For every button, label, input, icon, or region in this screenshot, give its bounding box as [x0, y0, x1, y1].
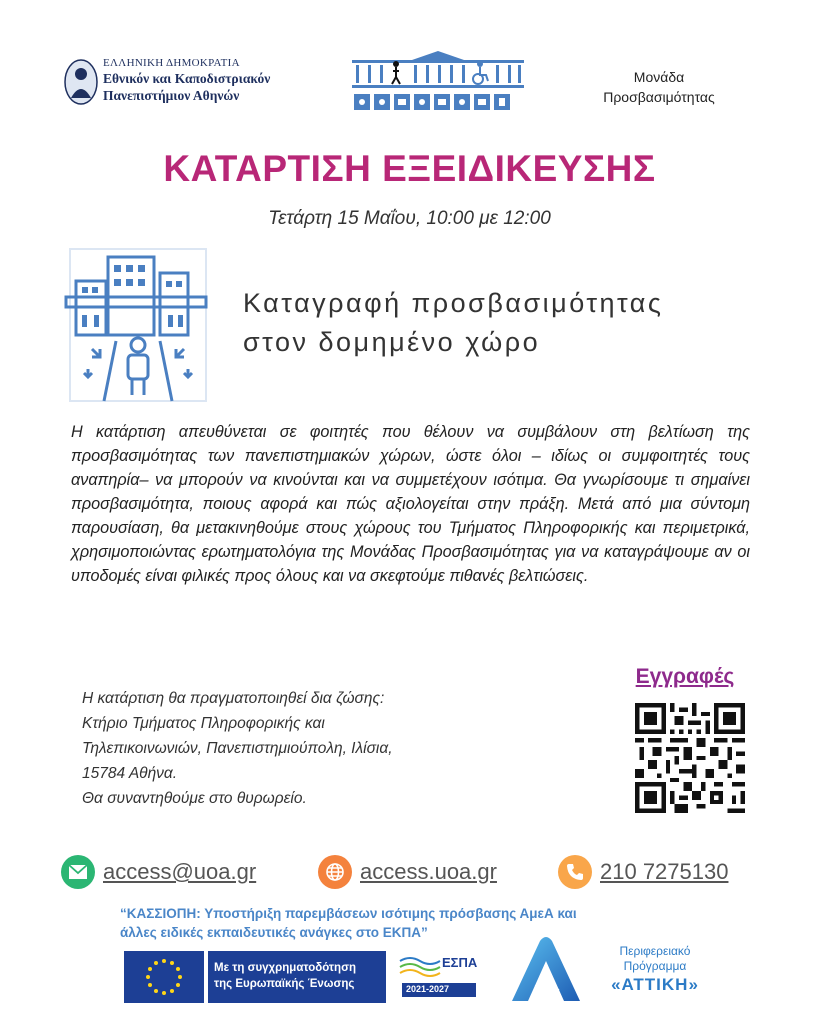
attiki-program-name	[590, 944, 720, 995]
eu-cofunding-label	[208, 951, 386, 1003]
eu-flag-icon	[124, 951, 204, 1003]
event-title: ΚΑΤΑΡΤΙΣΗ ΕΞΕΙΔΙΚΕΥΣΗΣ	[163, 148, 656, 189]
university-line2: Εθνικόν και Καποδιστριακόν	[103, 70, 271, 86]
espa-years: 2021-2027	[406, 984, 450, 994]
email-contact[interactable]	[61, 855, 256, 889]
attiki-line1: Περιφερειακό	[619, 944, 691, 958]
topic-line1: Καταγραφή προσβασιμότητας	[243, 288, 664, 318]
program-description	[120, 905, 720, 943]
event-description: Η κατάρτιση απευθύνεται σε φοιτητές που θέλουν να συμβάλουν στη βελτίωση της προσβασιμότητας των πανεπιστημιακών χώρων, ώστε όλοι – ιδίως οι συμφοιτητές τους αναπηρία– να μπορούν να κινούνται και να συμμετέχουν ισότιμα. Θα γνωρίσουμε τι σημαίνει προσβασιμότητα, ποιους αφορά και πώς αξιολογείται στην πράξη. Μετά από μια σύντομη παρουσίαση, θα μετακινηθούμε στους χώρους του Τμήματος Πληροφορικής και περιμετρικά, χρησιμοποιώντας ερωτηματολόγια της Μονάδας Προσβασιμότητας για να καταγράψουμε αν οι υποδομές είναι φιλικές προς όλους και να σκεφτούμε πιθανές βελτιώσεις.	[71, 423, 750, 585]
accessibility-unit-logo	[352, 50, 524, 116]
unit-line1: Μονάδα	[633, 69, 685, 85]
university-line1: ΕΛΛΗΝΙΚΗ ΔΗΜΟΚΡΑΤΙΑ	[103, 57, 240, 69]
website-link[interactable]: access.uoa.gr	[360, 859, 497, 884]
city-accessibility-icon	[64, 245, 212, 405]
globe-icon	[318, 855, 352, 889]
attiki-program-logo	[506, 935, 586, 1007]
unit-line2: Προσβασιμότητας	[603, 88, 715, 105]
accessibility-unit-name	[584, 68, 734, 107]
topic-line2: στον δομημένο χώρο	[243, 327, 541, 358]
location-line1: Η κατάρτιση θα πραγματοποιηθεί δια ζώσης:	[82, 690, 385, 707]
registration-link[interactable]: Εγγραφές	[635, 665, 735, 688]
university-name	[103, 57, 270, 105]
location-line2: Κτήριο Τμήματος Πληροφορικής και	[82, 715, 325, 733]
phone-contact[interactable]	[558, 855, 728, 889]
program-line2: άλλες ειδικές εκπαιδευτικές ανάγκες στο ΕΚΠΑ”	[120, 924, 428, 940]
attiki-line2: Πρόγραμμα	[623, 959, 687, 973]
program-line1: “ΚΑΣΣΙΟΠΗ: Υποστήριξη παρεμβάσεων ισότιμης πρόσβασης ΑμεΑ και	[120, 906, 577, 921]
registration-qr-code[interactable]	[635, 703, 745, 813]
location-line3: Τηλεπικοινωνιών, Πανεπιστημιούπολη, Ιλίσια,	[82, 740, 393, 758]
eu-line1: Με τη συγχρηματοδότηση	[214, 962, 356, 975]
event-location	[82, 686, 512, 812]
event-datetime: Τετάρτη 15 Μαΐου, 10:00 με 12:00	[268, 208, 551, 229]
envelope-icon	[61, 855, 95, 889]
university-seal-logo	[63, 58, 99, 106]
attiki-line3: «ΑΤΤΙΚΗ»	[611, 975, 699, 994]
website-contact[interactable]	[318, 855, 497, 889]
phone-icon	[558, 855, 592, 889]
event-topic	[243, 284, 663, 362]
university-line3: Πανεπιστήμιον Αθηνών	[103, 87, 240, 103]
espa-logo	[396, 951, 478, 1003]
location-line5: Θα συναντηθούμε στο θυρωρείο.	[82, 790, 307, 808]
espa-label: ΕΣΠΑ	[442, 955, 478, 970]
email-link[interactable]: access@uoa.gr	[103, 859, 257, 884]
location-line4: 15784 Αθήνα.	[82, 765, 178, 783]
phone-number[interactable]: 210 7275130	[600, 859, 729, 884]
eu-line2: της Ευρωπαϊκής Ένωσης	[214, 978, 355, 990]
